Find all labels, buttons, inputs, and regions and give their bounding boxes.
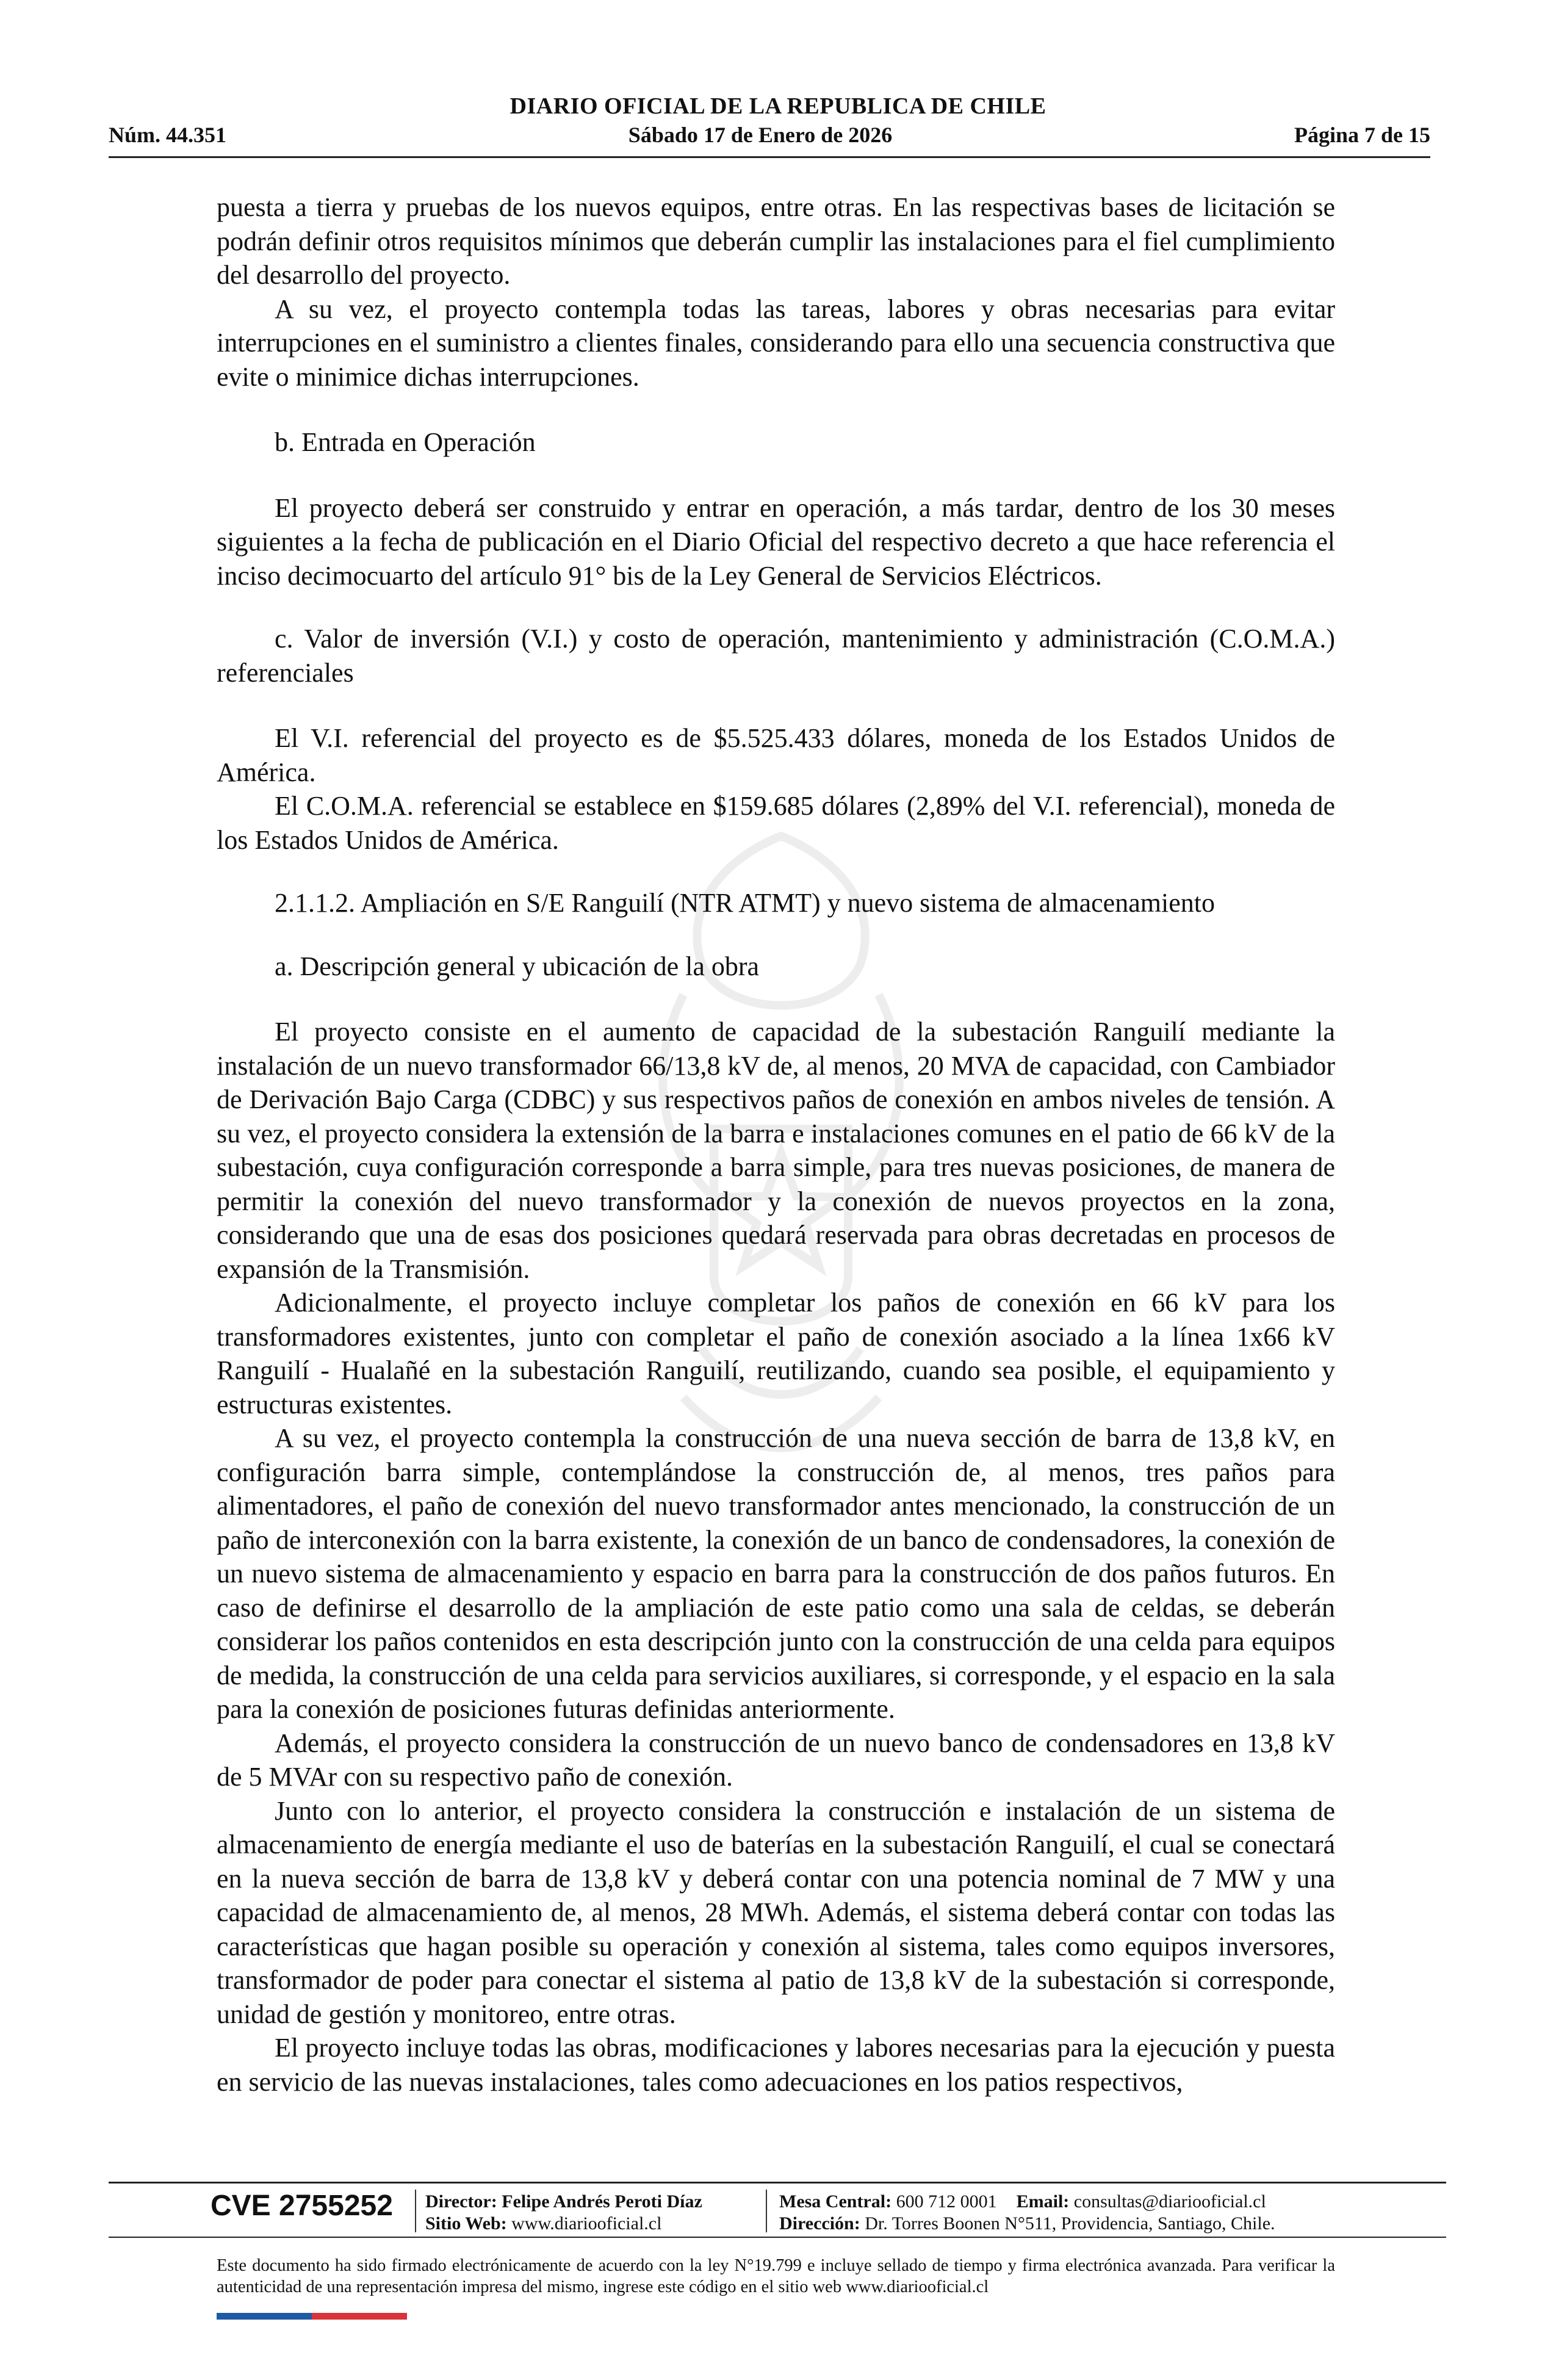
paragraph: A su vez, el proyecto contempla todas las tareas, labores y obras necesarias para evitar interrupciones en el suministro a clientes finales, considerando para ello una secuencia constructiva que evite o minimice dichas interrupciones. (217, 294, 1335, 392)
section-heading: 2.1.1.2. Ampliación en S/E Ranguilí (NTR ATMT) y nuevo sistema de almacenamiento (275, 888, 1215, 918)
page-indicator: Página 7 de 15 (1294, 123, 1430, 147)
email-label: Email: (1016, 2191, 1070, 2212)
site-label: Sitio Web: (425, 2213, 507, 2234)
mesa-phone: 600 712 0001 (896, 2191, 997, 2212)
paragraph: Además, el proyecto considera la construcción de un nuevo banco de condensadores en 13,8 kV de 5 MVAr con su respectivo paño de conexión. (217, 1728, 1335, 1792)
address-value: Dr. Torres Boonen N°511, Providencia, Santiago, Chile. (865, 2213, 1275, 2234)
paragraph: A su vez, el proyecto contempla la construcción de una nueva sección de barra de 13,8 kV, en configuración barra simple, contemplándose la construcción de, al menos, tres paños para alimentadores, el paño de conexión del nuevo transformador antes mencionado, la construcción de un paño de interconexión con la barra existente, la conexión de un banco de condensadores, la conexión de un nuevo sistema de almacenamiento y espacio en barra para la construcción de dos paños futuros. En caso de definirse el desarrollo de la ampliación de este patio como una sala de celdas, se deberán considerar los paños contenidos en esta descripción junto con la construcción de una celda para equipos de medida, la construcción de una celda para servicios auxiliares, si corresponde, y el espacio en la sala para la conexión de posiciones futuras definidas anteriormente. (217, 1423, 1335, 1724)
director-name: Felipe Andrés Peroti Díaz (502, 2191, 702, 2212)
flag-blue-segment (217, 2313, 312, 2320)
footer-separator (766, 2190, 767, 2232)
issue-date: Sábado 17 de Enero de 2026 (628, 123, 893, 147)
cve-code: CVE 2755252 (211, 2190, 393, 2222)
paragraph: El C.O.M.A. referencial se establece en $159.685 dólares (2,89% del V.I. referencial), moneda de los Estados Unidos de América. (217, 791, 1335, 855)
paragraph: El proyecto incluye todas las obras, modificaciones y labores necesarias para la ejecución y puesta en servicio de las nuevas instalaciones, tales como adecuaciones en los patios respectivos, (217, 2033, 1335, 2097)
paragraph: El proyecto consiste en el aumento de capacidad de la subestación Ranguilí mediante la instalación de un nuevo transformador 66/13,8 kV de, al menos, 20 MVA de capacidad, con Cambiador de Derivación Bajo Carga (CDBC) y sus respectivos paños de conexión en ambos niveles de tensión. A su vez, el proyecto considera la extensión de la barra e instalaciones comunes en el patio de 66 kV de la subestación, cuya configuración corresponde a barra simple, para tres nuevas posiciones, de manera de permitir la conexión del nuevo transformador y la conexión de nuevos proyectos en la zona, considerando que una de esas dos posiciones quedará reservada para obras decretadas en procesos de expansión de la Transmisión. (217, 1017, 1335, 1284)
footer-divider-bottom (109, 2237, 1446, 2238)
mesa-label: Mesa Central: (779, 2191, 892, 2212)
footer-divider-top (109, 2182, 1446, 2183)
flag-color-bar (217, 2313, 407, 2320)
footer-separator (415, 2190, 416, 2232)
paragraph: El V.I. referencial del proyecto es de $5.525.433 dólares, moneda de los Estados Unidos de América. (217, 723, 1335, 787)
footer-director-block (425, 2191, 702, 2235)
section-heading: c. Valor de inversión (V.I.) y costo de operación, mantenimiento y administración (C.O.M.A.) referenciales (217, 624, 1335, 688)
section-heading: b. Entrada en Operación (275, 427, 536, 457)
issue-number: Núm. 44.351 (109, 123, 227, 147)
section-heading: a. Descripción general y ubicación de la obra (275, 951, 760, 981)
paragraph: El proyecto deberá ser construido y entrar en operación, a más tardar, dentro de los 30 meses siguientes a la fecha de publicación en el Diario Oficial del respectivo decreto a que hace referencia el inciso decimocuarto del artículo 91° bis de la Ley General de Servicios Eléctricos. (217, 492, 1335, 591)
header-row (109, 122, 1430, 148)
site-link[interactable]: www.diariooficial.cl (511, 2213, 662, 2234)
legal-notice: Este documento ha sido firmado electrónicamente de acuerdo con la ley N°19.799 e incluye sellado de tiempo y firma electrónica avanzada. Para verificar la autenticidad de una representación impresa del mismo, ingrese este código en el sitio web www.diariooficial.cl (217, 2256, 1335, 2296)
paragraph: puesta a tierra y pruebas de los nuevos equipos, entre otras. En las respectivas bases de licitación se podrán definir otros requisitos mínimos que deberán cumplir las instalaciones para el fiel cumplimiento del desarrollo del proyecto. (217, 192, 1335, 290)
paragraph: Adicionalmente, el proyecto incluye completar los paños de conexión en 66 kV para los transformadores existentes, junto con completar el paño de conexión asociado a la línea 1x66 kV Ranguilí - Hualañé en la subestación Ranguilí, reutilizando, cuando sea posible, el equipamiento y estructuras existentes. (217, 1288, 1335, 1419)
email-link[interactable]: consultas@diariooficial.cl (1073, 2191, 1266, 2212)
journal-title: DIARIO OFICIAL DE LA REPUBLICA DE CHILE (510, 93, 1046, 119)
paragraph: Junto con lo anterior, el proyecto considera la construcción e instalación de un sistema de almacenamiento de energía mediante el uso de baterías en la subestación Ranguilí, el cual se conectará en la nueva sección de barra de 13,8 kV y deberá contar con una potencia nominal de 7 MW y una capacidad de almacenamiento de, al menos, 28 MWh. Además, el sistema deberá contar con todas las características que hagan posible su operación y conexión al sistema, tales como equipos inversores, transformador de poder para conectar el sistema al patio de 13,8 kV de la subestación si corresponde, unidad de gestión y monitoreo, entre otras. (217, 1795, 1335, 2029)
body-text (217, 190, 1335, 2099)
footer-contact-block (779, 2191, 1275, 2235)
director-label: Director: (425, 2191, 497, 2212)
header-divider (109, 156, 1430, 158)
address-label: Dirección: (779, 2213, 860, 2234)
flag-red-segment (312, 2313, 407, 2320)
